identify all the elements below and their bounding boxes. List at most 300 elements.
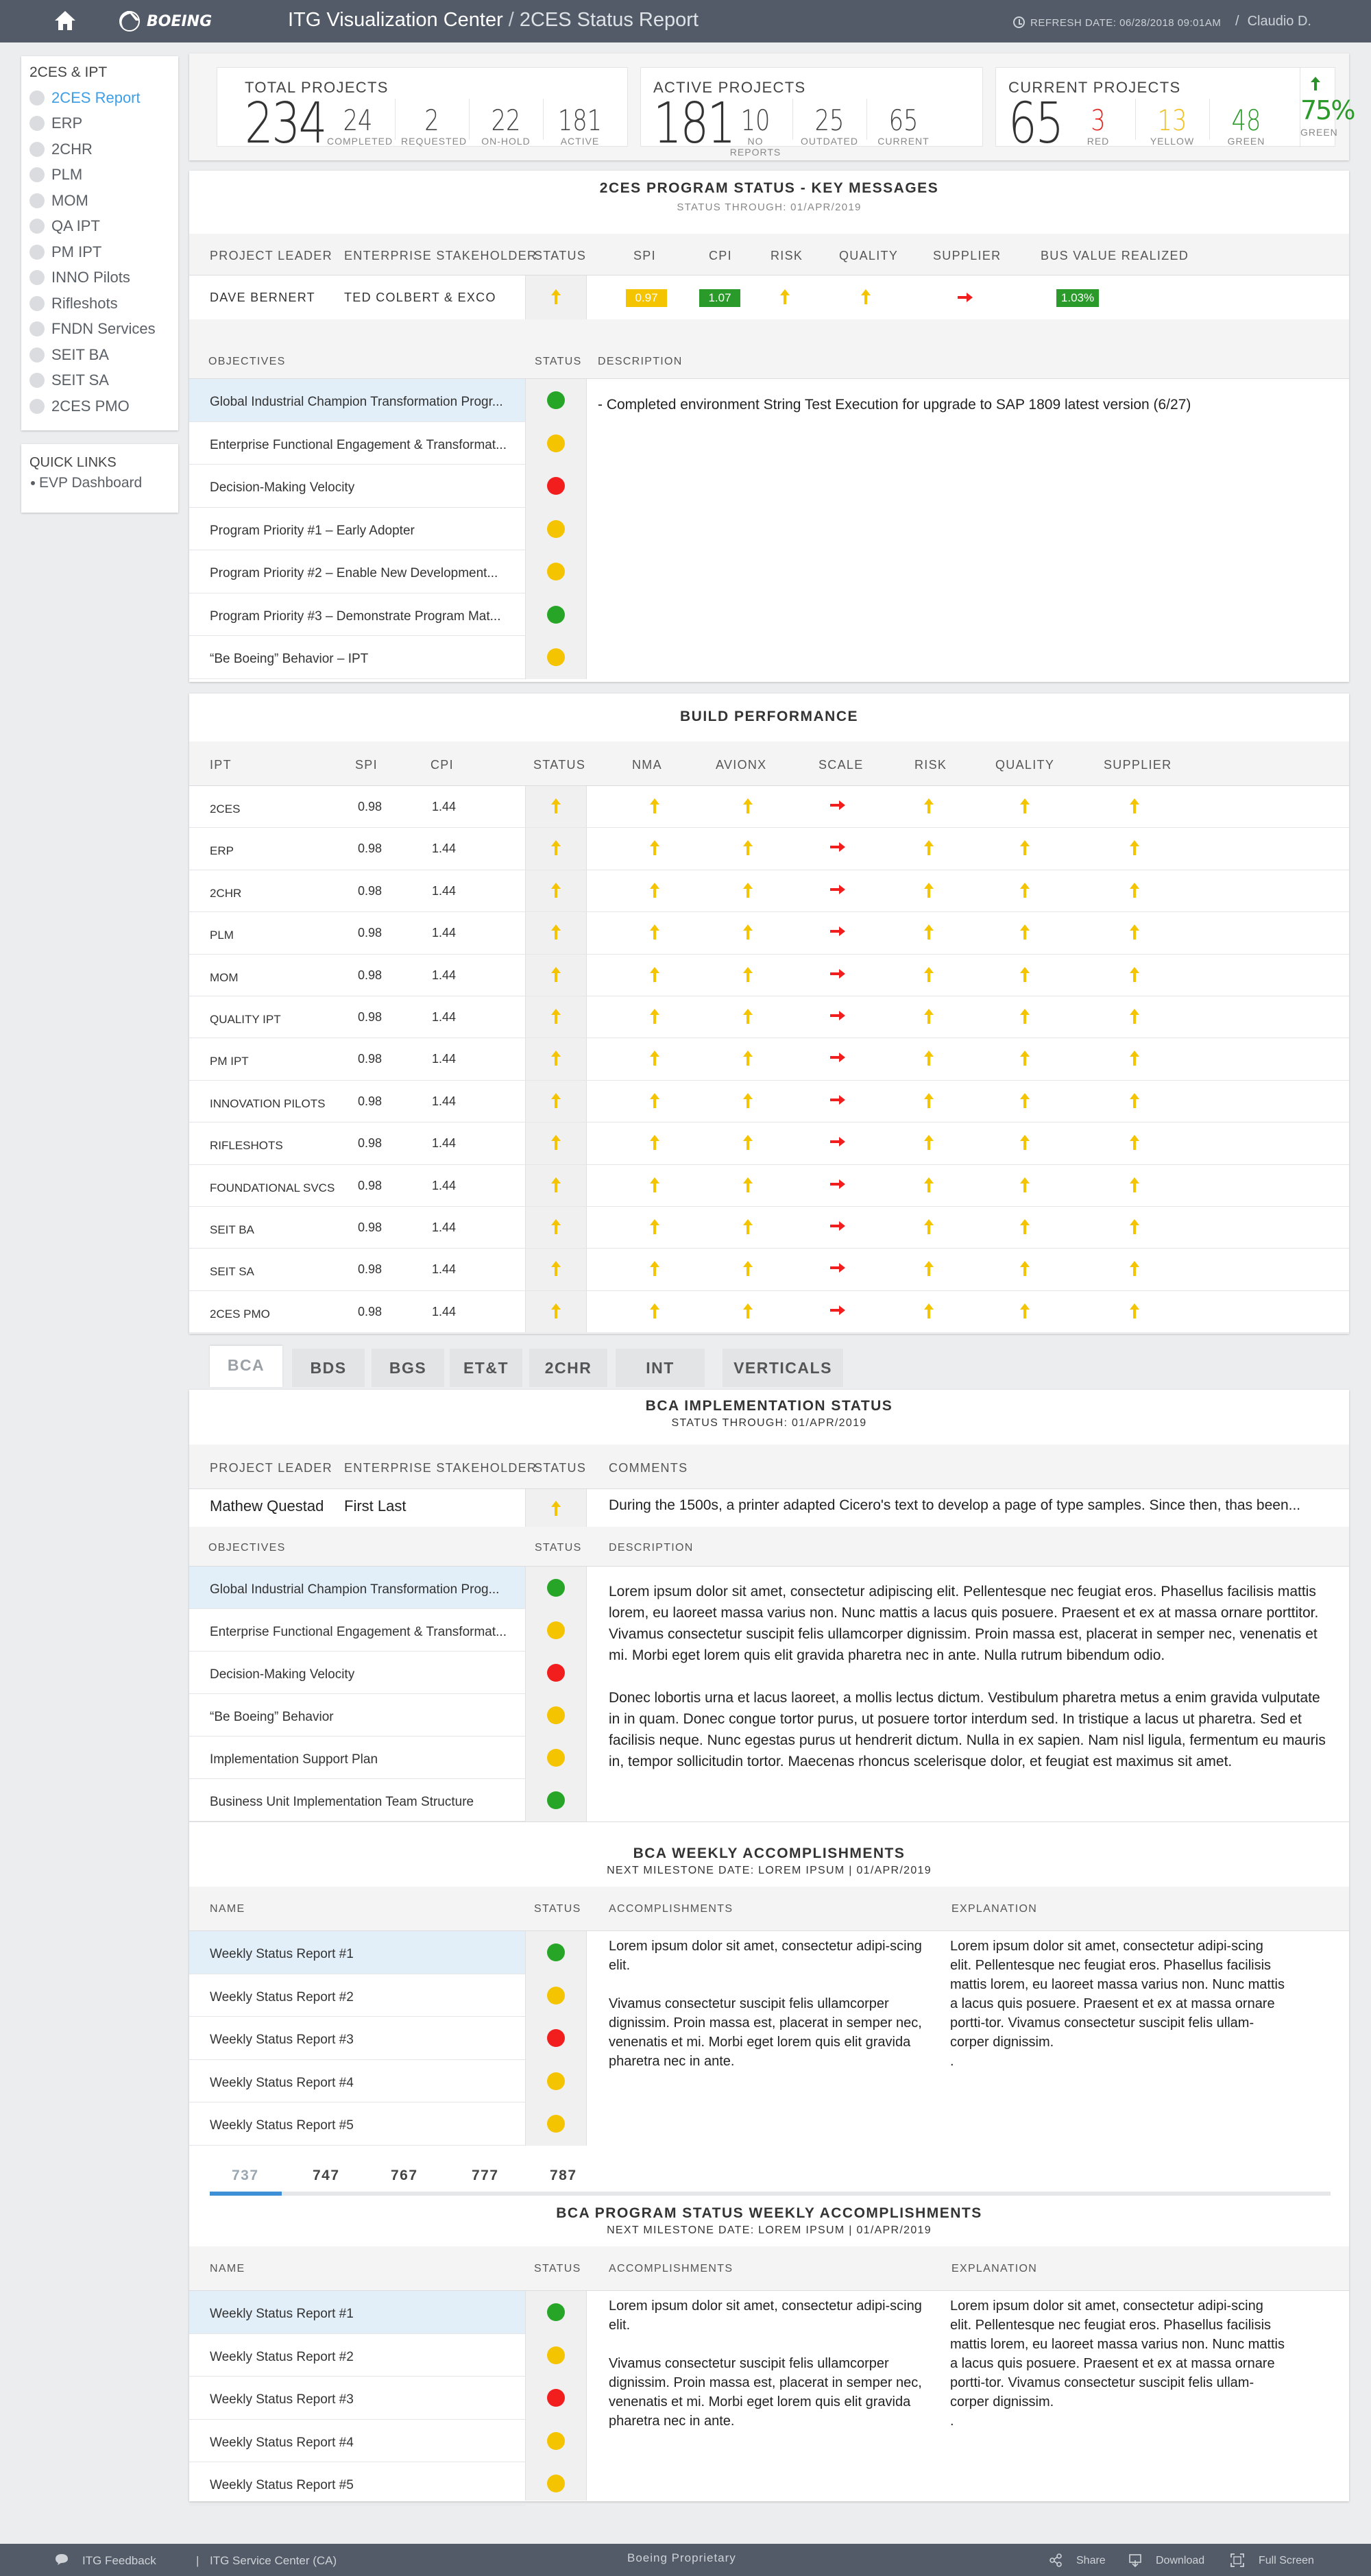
sidebar-item-mom[interactable] bbox=[29, 188, 170, 214]
weekly-report-row[interactable] bbox=[189, 2420, 525, 2463]
quick-link-evp-dashboard[interactable]: EVP Dashboard bbox=[29, 475, 170, 491]
arrow-up-icon bbox=[1019, 966, 1031, 983]
tab-verticals[interactable]: VERTICALS bbox=[723, 1349, 843, 1387]
cpi-badge: 1.07 bbox=[699, 289, 740, 307]
status-dot-red bbox=[547, 2029, 565, 2047]
arrow-up-icon bbox=[1128, 1134, 1141, 1151]
build-header-spi: SPI bbox=[355, 758, 378, 772]
build-ipt: 2CES PMO bbox=[210, 1307, 270, 1321]
program-header-project-leader: PROJECT LEADER bbox=[210, 249, 332, 262]
sidebar-item-2ces-report[interactable] bbox=[29, 85, 170, 111]
app-title: ITG Visualization Center / 2CES Status Report bbox=[288, 9, 699, 31]
status-dot-yellow bbox=[547, 2346, 565, 2364]
bca-comments-value: During the 1500s, a printer adapted Cicero's text to develop a page of type samples. Since then, thas been... bbox=[609, 1497, 1301, 1513]
sidebar-item-seit-ba[interactable] bbox=[29, 342, 170, 368]
build-header-ipt: IPT bbox=[210, 758, 232, 772]
svg-text:BOEING: BOEING bbox=[147, 13, 213, 30]
pw-exp: Lorem ipsum dolor sit amet, consectetur adipi-scing elit. Pellentesque nec feugiat eros. Phasellus facilisis mattis lorem, eu laoreet massa varius non. Nunc mattis a lacus quis posuere. Praesent et ex at massa ornare portti-tor. Vivamus consectetur suscipit felis ullam-corper dignissim. bbox=[950, 2298, 1285, 2409]
objective-name: “Be Boeing” Behavior – IPT bbox=[210, 652, 369, 666]
program-weekly-milestone: NEXT MILESTONE DATE: LOREM IPSUM | 01/APR/2019 bbox=[607, 2224, 932, 2236]
build-header-quality: QUALITY bbox=[995, 758, 1055, 772]
status-dot-yellow bbox=[547, 1749, 565, 1767]
arrow-up-icon bbox=[1128, 1260, 1141, 1277]
summary-count-label: CURRENT bbox=[877, 136, 930, 147]
build-spi: 0.98 bbox=[358, 1220, 383, 1234]
arrow-up-icon bbox=[1019, 882, 1031, 898]
status-dot-green bbox=[547, 391, 565, 409]
sidebar-item-qa-ipt[interactable] bbox=[29, 214, 170, 240]
arrow-up-icon bbox=[1128, 1218, 1141, 1235]
program-header-risk: RISK bbox=[771, 249, 803, 262]
status-arrow-up-icon bbox=[550, 289, 562, 305]
objective-name: Implementation Support Plan bbox=[210, 1752, 378, 1767]
build-spi: 0.98 bbox=[358, 1178, 383, 1192]
status-dot-green bbox=[547, 606, 565, 624]
weekly-report-row[interactable] bbox=[189, 2334, 525, 2377]
bca-objective-row[interactable] bbox=[189, 1694, 525, 1737]
arrow-right-icon bbox=[829, 968, 846, 980]
status-dot-red bbox=[547, 2389, 565, 2407]
build-cpi: 1.44 bbox=[432, 883, 457, 898]
arrow-up-icon bbox=[742, 1134, 754, 1151]
bca-objective-row[interactable] bbox=[189, 1609, 525, 1652]
weekly-accomplishments bbox=[609, 1937, 934, 2071]
status-dot-icon bbox=[29, 245, 45, 260]
weekly-report-row[interactable] bbox=[189, 2060, 525, 2103]
download-icon[interactable] bbox=[1128, 2553, 1142, 2567]
build-ipt: PLM bbox=[210, 929, 234, 942]
bca-desc-p2: Donec lobortis urna et lacus laoreet, a mollis lectus dictum. Vestibulum pharetra metus a enim gravida vulputate in in quam. Donec congue tortor purus, ut posuere tortor interdum sed. In tristique a lacus ut pharetra. Sed et facilisis neque. Nunc egestas purus ut hendrerit dictum. Nulla in ex sapien. Nam nisl ligula, fermentum eu mauris in, tempor sollicitudin tortor. Maecenas rhoncus scelerisque dolor, et feugiat est maximus sit amet. bbox=[609, 1690, 1326, 1769]
summary-count: 25 bbox=[814, 103, 845, 137]
summary-count-label: NO REPORTS bbox=[729, 136, 781, 158]
build-cpi: 1.44 bbox=[432, 800, 457, 813]
program-status-panel bbox=[189, 171, 1349, 682]
weekly-report-name: Weekly Status Report #3 bbox=[210, 2033, 354, 2047]
pw-name-header: NAME bbox=[210, 2263, 245, 2274]
sidebar-item-fndn-services[interactable] bbox=[29, 317, 170, 343]
status-dot-yellow bbox=[547, 563, 565, 580]
tab-2chr[interactable]: 2CHR bbox=[529, 1349, 607, 1387]
arrow-right-icon bbox=[829, 1262, 846, 1274]
status-dot-icon bbox=[29, 219, 45, 234]
build-header-nma: NMA bbox=[632, 758, 662, 772]
total-projects-label: TOTAL PROJECTS bbox=[245, 79, 389, 96]
summary-count-label: YELLOW bbox=[1150, 136, 1195, 147]
build-ipt: SEIT SA bbox=[210, 1265, 254, 1279]
fullscreen-button[interactable]: Full Screen bbox=[1259, 2555, 1314, 2566]
arrow-up-icon bbox=[742, 924, 754, 940]
program-status-through: STATUS THROUGH: 01/APR/2019 bbox=[677, 201, 862, 213]
arrow-up-icon bbox=[1019, 1050, 1031, 1066]
summary-completed bbox=[327, 103, 393, 147]
sidebar-item-plm[interactable] bbox=[29, 162, 170, 188]
program-header-quality: QUALITY bbox=[839, 249, 899, 262]
arrow-up-icon bbox=[1309, 76, 1322, 91]
build-ipt: PM IPT bbox=[210, 1055, 249, 1068]
summary-count-label: OUTDATED bbox=[801, 136, 858, 147]
weekly-accomplishments-header: ACCOMPLISHMENTS bbox=[609, 1903, 733, 1915]
arrow-up-icon bbox=[742, 839, 754, 856]
arrow-up-icon bbox=[648, 1092, 661, 1109]
sidebar-nav bbox=[21, 56, 178, 430]
quick-links-heading: QUICK LINKS bbox=[29, 455, 117, 470]
project-leader-value: DAVE BERNERT bbox=[210, 291, 315, 304]
arrow-up-icon bbox=[923, 1260, 935, 1277]
objective-name: Global Industrial Champion Transformation Progr... bbox=[210, 395, 503, 409]
summary-count: 48 bbox=[1231, 103, 1261, 137]
arrow-up-icon bbox=[923, 1177, 935, 1193]
sidebar-item-inno-pilots[interactable] bbox=[29, 265, 170, 291]
summary-active bbox=[549, 103, 611, 147]
arrow-up-icon bbox=[550, 1134, 562, 1151]
arrow-up-icon bbox=[1128, 924, 1141, 940]
build-cpi: 1.44 bbox=[432, 926, 457, 940]
build-header-risk: RISK bbox=[914, 758, 947, 772]
arrow-up-icon bbox=[1128, 1303, 1141, 1319]
aircraft-tab-777[interactable]: 777 bbox=[472, 2168, 499, 2183]
arrow-up-icon bbox=[1019, 1260, 1031, 1277]
summary-panel bbox=[189, 53, 1355, 160]
weekly-report-row[interactable] bbox=[189, 2102, 525, 2146]
aircraft-tab-737[interactable]: 737 bbox=[232, 2168, 259, 2183]
sidebar-item-2ces-pmo[interactable] bbox=[29, 393, 170, 419]
arrow-up-icon bbox=[1019, 839, 1031, 856]
arrow-up-icon bbox=[1128, 1092, 1141, 1109]
build-cpi: 1.44 bbox=[432, 1178, 457, 1192]
objective-name: “Be Boeing” Behavior bbox=[210, 1710, 334, 1724]
arrow-up-icon bbox=[648, 966, 661, 983]
weekly-report-row[interactable] bbox=[189, 1931, 525, 1974]
tab-bds[interactable]: BDS bbox=[292, 1349, 365, 1387]
summary-yellow bbox=[1141, 103, 1203, 147]
weekly-title: BCA WEEKLY ACCOMPLISHMENTS bbox=[633, 1845, 906, 1861]
arrow-up-icon bbox=[550, 1177, 562, 1193]
itg-service-center-link[interactable]: ITG Service Center (CA) bbox=[210, 2554, 337, 2567]
sidebar-item-label: INNO Pilots bbox=[51, 269, 130, 286]
sidebar-item-label: SEIT SA bbox=[51, 371, 109, 389]
arrow-up-icon bbox=[742, 1092, 754, 1109]
arrow-up-icon bbox=[1128, 1008, 1141, 1025]
build-spi: 0.98 bbox=[358, 1010, 383, 1024]
stakeholder-value: TED COLBERT & EXCO bbox=[344, 291, 496, 304]
weekly-status-header: STATUS bbox=[534, 1903, 581, 1915]
status-dot-yellow bbox=[547, 1987, 565, 2004]
arrow-right-icon bbox=[829, 883, 846, 896]
summary-no-reports bbox=[725, 103, 786, 158]
footer: ITG Feedback | ITG Service Center (CA) Boeing Proprietary Share Download Full Screen bbox=[0, 2544, 1371, 2576]
pw-status-header: STATUS bbox=[534, 2263, 581, 2274]
sidebar-item-erp[interactable] bbox=[29, 111, 170, 137]
sidebar-item-2chr[interactable] bbox=[29, 136, 170, 162]
status-dot-yellow bbox=[547, 648, 565, 666]
build-spi: 0.98 bbox=[358, 800, 383, 813]
build-ipt: 2CHR bbox=[210, 886, 242, 900]
arrow-up-icon bbox=[648, 1177, 661, 1193]
arrow-up-icon bbox=[1019, 1134, 1031, 1151]
arrow-up-icon bbox=[648, 798, 661, 814]
status-dot-yellow bbox=[547, 2432, 565, 2450]
pw-acc-p2: Vivamus consectetur suscipit felis ullamcorper dignissim. Proin massa est, placerat in semper nec, venenatis et mi. Morbi eget lorem quis elit gravida pharetra nec in ante. bbox=[609, 2356, 922, 2429]
summary-count: 24 bbox=[343, 103, 373, 137]
summary-count: 13 bbox=[1157, 103, 1187, 137]
status-dot-yellow bbox=[547, 1706, 565, 1724]
arrow-up-icon bbox=[742, 966, 754, 983]
weekly-report-row[interactable] bbox=[189, 2377, 525, 2420]
status-dot-icon bbox=[29, 116, 45, 131]
program-header-bus-value-realized: BUS VALUE REALIZED bbox=[1041, 249, 1189, 262]
arrow-up-icon bbox=[742, 1008, 754, 1025]
weekly-report-row[interactable] bbox=[189, 2017, 525, 2060]
program-status-title: 2CES PROGRAM STATUS - KEY MESSAGES bbox=[599, 180, 939, 196]
build-performance-panel bbox=[189, 694, 1349, 1334]
summary-on-hold bbox=[475, 103, 537, 147]
sidebar-item-label: 2CES Report bbox=[51, 88, 141, 106]
weekly-report-name: Weekly Status Report #2 bbox=[210, 2349, 354, 2364]
build-cpi: 1.44 bbox=[432, 1010, 457, 1024]
arrow-up-icon bbox=[742, 882, 754, 898]
arrow-up-icon bbox=[550, 1303, 562, 1319]
status-dot-icon bbox=[29, 193, 45, 208]
build-cpi: 1.44 bbox=[432, 1136, 457, 1151]
user-menu[interactable]: / Claudio D. bbox=[1235, 14, 1311, 29]
arrow-up-icon bbox=[648, 1260, 661, 1277]
sidebar-heading: 2CES & IPT bbox=[29, 64, 108, 80]
fullscreen-icon[interactable] bbox=[1230, 2553, 1245, 2568]
objective-row[interactable] bbox=[189, 508, 525, 551]
summary-count: 10 bbox=[740, 103, 771, 137]
arrow-up-icon bbox=[779, 289, 791, 305]
summary-outdated bbox=[799, 103, 860, 147]
summary-count-label: RED bbox=[1087, 136, 1110, 147]
weekly-report-name: Weekly Status Report #4 bbox=[210, 2435, 354, 2450]
objective-row[interactable] bbox=[189, 550, 525, 593]
tab-bca[interactable]: BCA bbox=[210, 1346, 282, 1387]
pw-accomplishments-header: ACCOMPLISHMENTS bbox=[609, 2263, 733, 2274]
arrow-right-icon bbox=[829, 841, 846, 853]
sidebar-item-label: 2CHR bbox=[51, 140, 93, 158]
weekly-report-row[interactable] bbox=[189, 1974, 525, 2017]
status-dot-green bbox=[547, 2303, 565, 2321]
arrow-up-icon bbox=[860, 289, 872, 305]
tab-et-t[interactable]: ET&T bbox=[450, 1349, 522, 1387]
active-projects-box bbox=[640, 67, 983, 158]
active-projects-label: ACTIVE PROJECTS bbox=[653, 79, 806, 96]
itg-feedback-link[interactable]: ITG Feedback bbox=[82, 2554, 156, 2567]
sidebar-item-label: PLM bbox=[51, 166, 83, 184]
arrow-right-icon bbox=[957, 291, 973, 304]
build-cpi: 1.44 bbox=[432, 842, 457, 856]
summary-count-label: COMPLETED bbox=[327, 136, 393, 147]
arrow-up-icon bbox=[1128, 966, 1141, 983]
objective-row[interactable] bbox=[189, 465, 525, 508]
build-cpi: 1.44 bbox=[432, 1052, 457, 1066]
arrow-up-icon bbox=[1128, 882, 1141, 898]
program-header-supplier: SUPPLIER bbox=[933, 249, 1002, 262]
build-header-scale: SCALE bbox=[818, 758, 864, 772]
status-dot-icon bbox=[29, 167, 45, 182]
arrow-up-icon bbox=[742, 1303, 754, 1319]
status-dot-icon bbox=[29, 296, 45, 311]
summary-count-label: GREEN bbox=[1227, 136, 1265, 147]
build-spi: 0.98 bbox=[358, 883, 383, 898]
total-projects-box bbox=[217, 67, 628, 156]
build-header-status: STATUS bbox=[533, 758, 586, 772]
summary-count: 3 bbox=[1091, 103, 1106, 137]
sidebar-item-seit-sa[interactable] bbox=[29, 368, 170, 394]
bus-value-badge: 1.03% bbox=[1056, 289, 1099, 307]
arrow-up-icon bbox=[923, 1218, 935, 1235]
tab-bgs[interactable]: BGS bbox=[372, 1349, 444, 1387]
arrow-up-icon bbox=[923, 882, 935, 898]
objective-row[interactable] bbox=[189, 422, 525, 465]
build-ipt: MOM bbox=[210, 970, 239, 984]
objective-name: Program Priority #1 – Early Adopter bbox=[210, 523, 415, 538]
spi-badge: 0.97 bbox=[626, 289, 667, 307]
current-projects-value: 65 bbox=[1008, 91, 1063, 156]
arrow-up-icon bbox=[1019, 924, 1031, 940]
weekly-explanation bbox=[950, 1937, 1286, 2071]
sidebar-item-pm-ipt[interactable] bbox=[29, 239, 170, 265]
status-dot-icon bbox=[29, 373, 45, 388]
aircraft-tab-767[interactable]: 767 bbox=[391, 2168, 418, 2183]
weekly-report-name: Weekly Status Report #3 bbox=[210, 2392, 354, 2407]
status-dot-green bbox=[547, 1791, 565, 1809]
arrow-right-icon bbox=[829, 799, 846, 811]
arrow-up-icon bbox=[550, 798, 562, 814]
arrow-up-icon bbox=[648, 1008, 661, 1025]
arrow-up-icon bbox=[550, 1092, 562, 1109]
arrow-up-icon bbox=[1128, 1050, 1141, 1066]
objective-name: Decision-Making Velocity bbox=[210, 1667, 355, 1682]
arrow-up-icon bbox=[923, 1050, 935, 1066]
arrow-up-icon bbox=[1019, 1177, 1031, 1193]
current-projects-label: CURRENT PROJECTS bbox=[1008, 79, 1181, 96]
weekly-report-row[interactable] bbox=[189, 2291, 525, 2334]
build-performance-title: BUILD PERFORMANCE bbox=[680, 709, 858, 724]
aircraft-tab-747[interactable]: 747 bbox=[313, 2168, 340, 2183]
arrow-up-icon bbox=[550, 1050, 562, 1066]
feedback-icon bbox=[55, 2553, 69, 2566]
sidebar-item-label: QA IPT bbox=[51, 217, 100, 235]
build-cpi: 1.44 bbox=[432, 1220, 457, 1234]
bca-comments-header: COMMENTS bbox=[609, 1461, 688, 1475]
build-spi: 0.98 bbox=[358, 926, 383, 940]
weekly-exp: Lorem ipsum dolor sit amet, consectetur adipi-scing elit. Pellentesque nec feugiat eros. Phasellus facilisis mattis lorem, eu laoreet massa varius non. Nunc mattis a lacus quis posuere. Praesent et ex at massa ornare portti-tor. Vivamus consectetur suscipit felis ullam-corper dignissim. bbox=[950, 1939, 1285, 2050]
weekly-report-row[interactable] bbox=[189, 2462, 525, 2505]
summary-count: 181 bbox=[557, 103, 603, 137]
bca-objective-row[interactable] bbox=[189, 1567, 525, 1609]
bca-objective-row[interactable] bbox=[189, 1737, 525, 1779]
build-ipt: QUALITY IPT bbox=[210, 1013, 281, 1026]
objective-name: Enterprise Functional Engagement & Transformat... bbox=[210, 1625, 507, 1639]
pw-explanation bbox=[950, 2296, 1286, 2431]
total-projects-value: 234 bbox=[245, 91, 326, 156]
home-icon[interactable] bbox=[53, 10, 77, 32]
build-header-cpi: CPI bbox=[430, 758, 454, 772]
summary-green bbox=[1215, 103, 1277, 147]
arrow-right-icon bbox=[829, 1304, 846, 1316]
share-button[interactable]: Share bbox=[1076, 2555, 1106, 2566]
status-dot-icon bbox=[29, 321, 45, 336]
arrow-right-icon bbox=[829, 1220, 846, 1232]
build-spi: 0.98 bbox=[358, 1262, 383, 1277]
sidebar-item-label: ERP bbox=[51, 114, 83, 132]
arrow-up-icon bbox=[648, 839, 661, 856]
objective-row[interactable] bbox=[189, 636, 525, 679]
bca-objective-row[interactable] bbox=[189, 1779, 525, 1821]
objective-name: Business Unit Implementation Team Structure bbox=[210, 1795, 474, 1809]
objectives-status-header: STATUS bbox=[535, 356, 582, 367]
weekly-milestone: NEXT MILESTONE DATE: LOREM IPSUM | 01/APR/2019 bbox=[607, 1865, 932, 1876]
aircraft-tab-787[interactable]: 787 bbox=[550, 2168, 577, 2183]
build-ipt: 2CES bbox=[210, 802, 241, 815]
objective-name: Enterprise Functional Engagement & Transformat... bbox=[210, 437, 507, 452]
weekly-report-name: Weekly Status Report #1 bbox=[210, 1947, 354, 1961]
build-cpi: 1.44 bbox=[432, 1262, 457, 1277]
green-percent-label: GREEN bbox=[1300, 127, 1338, 138]
arrow-up-icon bbox=[648, 924, 661, 940]
summary-count-label: ACTIVE bbox=[560, 136, 600, 147]
arrow-right-icon bbox=[829, 1136, 846, 1148]
build-cpi: 1.44 bbox=[432, 968, 457, 982]
sidebar-item-rifleshots[interactable] bbox=[29, 291, 170, 317]
sidebar-item-label: 2CES PMO bbox=[51, 397, 130, 415]
arrow-up-icon bbox=[742, 1218, 754, 1235]
arrow-up-icon bbox=[742, 1177, 754, 1193]
program-header-enterprise-stakeholder: ENTERPRISE STAKEHOLDER bbox=[344, 249, 537, 262]
bca-objective-row[interactable] bbox=[189, 1652, 525, 1694]
arrow-up-icon bbox=[648, 1303, 661, 1319]
build-cpi: 1.44 bbox=[432, 1304, 457, 1318]
status-dot-icon bbox=[29, 347, 45, 363]
bca-stakeholder-header: ENTERPRISE STAKEHOLDER bbox=[344, 1461, 537, 1475]
tab-int[interactable]: INT bbox=[616, 1349, 705, 1387]
arrow-up-icon bbox=[1128, 839, 1141, 856]
share-icon[interactable] bbox=[1049, 2553, 1063, 2567]
status-dot-red bbox=[547, 1664, 565, 1682]
arrow-up-icon bbox=[550, 882, 562, 898]
weekly-acc-p1: Lorem ipsum dolor sit amet, consectetur adipi-scing elit. bbox=[609, 1939, 922, 1973]
arrow-up-icon bbox=[923, 1134, 935, 1151]
download-button[interactable]: Download bbox=[1156, 2555, 1205, 2566]
arrow-right-icon bbox=[829, 925, 846, 937]
status-dot-yellow bbox=[547, 520, 565, 538]
objectives-header-label: OBJECTIVES bbox=[208, 356, 286, 367]
arrow-up-icon bbox=[550, 1218, 562, 1235]
objective-row[interactable] bbox=[189, 593, 525, 637]
status-arrow-up-icon bbox=[550, 1500, 562, 1517]
build-header-supplier: SUPPLIER bbox=[1104, 758, 1172, 772]
arrow-up-icon bbox=[923, 1303, 935, 1319]
arrow-up-icon bbox=[648, 1050, 661, 1066]
build-ipt: RIFLESHOTS bbox=[210, 1139, 283, 1153]
refresh-date bbox=[1013, 16, 1221, 29]
boeing-logo bbox=[115, 7, 252, 34]
arrow-up-icon bbox=[648, 882, 661, 898]
arrow-up-icon bbox=[1019, 1092, 1031, 1109]
summary-count-label: REQUESTED bbox=[401, 136, 468, 147]
build-ipt: SEIT BA bbox=[210, 1223, 254, 1236]
page-subtitle: 2CES Status Report bbox=[519, 9, 699, 31]
build-ipt: INNOVATION PILOTS bbox=[210, 1096, 326, 1110]
summary-red bbox=[1067, 103, 1129, 147]
weekly-exp-end: . bbox=[950, 2054, 954, 2069]
summary-count: 2 bbox=[424, 103, 439, 137]
objective-row[interactable] bbox=[189, 379, 525, 422]
arrow-up-icon bbox=[923, 798, 935, 814]
build-cpi: 1.44 bbox=[432, 1094, 457, 1108]
user-name[interactable]: Claudio D. bbox=[1247, 14, 1311, 29]
